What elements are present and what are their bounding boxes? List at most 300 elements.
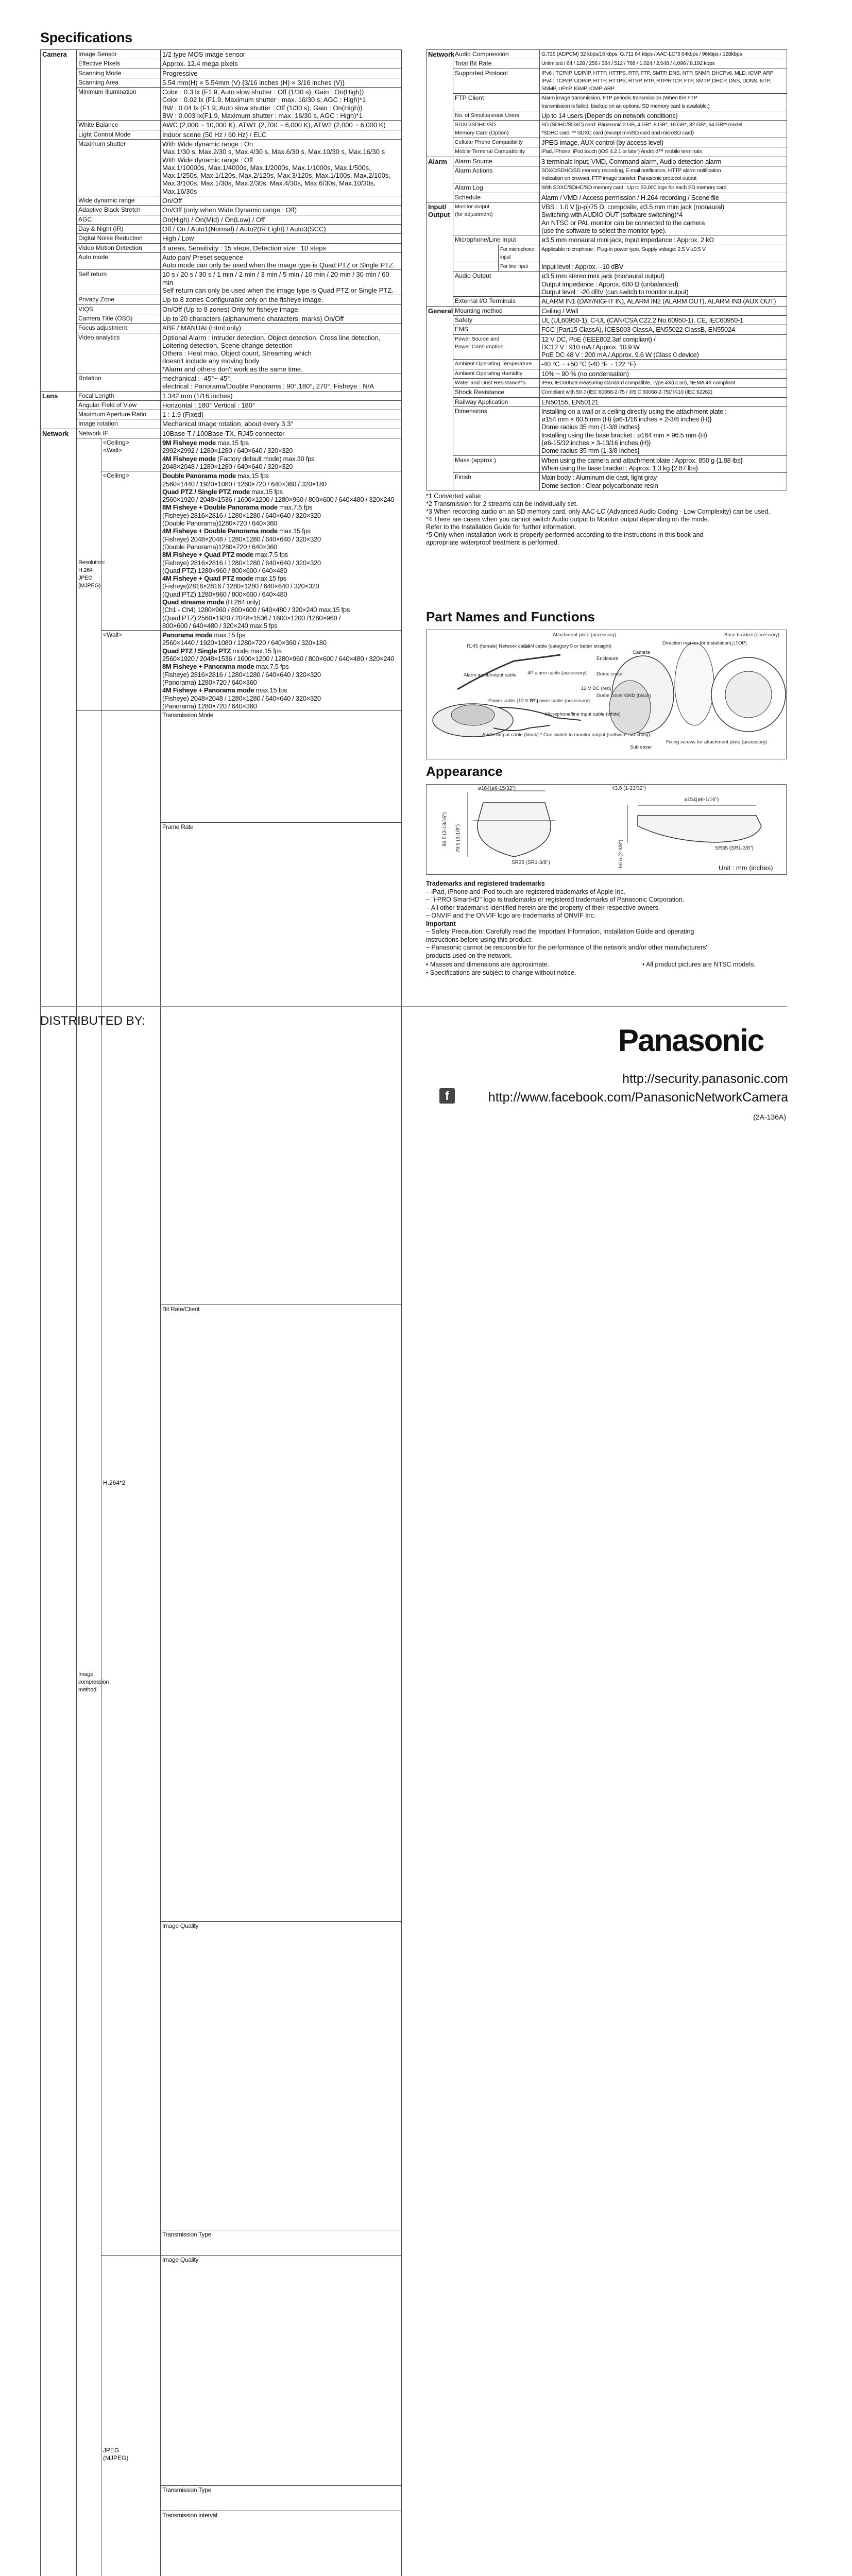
spec-value: AWC (2,000 ~ 10,000 K), ATW1 (2,700 ~ 6,000 K), ATW2 (2,000 ~ 6,000 K) xyxy=(161,121,402,130)
parts-figure xyxy=(426,630,787,759)
spec-value: ø3.5 mm monaural mini jack, Input impedance : Approx. 2 kΩ xyxy=(540,235,787,245)
part-label: LAN cable (category 5 or better straight) xyxy=(524,643,611,649)
spec-value: Main body : Aluminum die cast, light gray Dome section : Clear polycarbonate resin xyxy=(540,473,787,490)
jpeg-param-label: Transmission interval xyxy=(161,2511,402,2576)
spec-category xyxy=(41,224,77,233)
spec-label: Video analytics xyxy=(77,333,161,374)
spec-row xyxy=(41,374,402,391)
spec-sublabel: For microphone input xyxy=(499,245,540,262)
spec-value: JPEG image, AUX control (by access level) xyxy=(540,138,787,147)
spec-label: Wide dynamic range xyxy=(77,196,161,206)
spec-label: Mounting method xyxy=(453,306,540,315)
spec-category xyxy=(41,59,77,69)
spec-category xyxy=(427,166,453,183)
part-label: Enclosure xyxy=(597,656,619,662)
spec-category: General xyxy=(427,306,453,315)
spec-category xyxy=(41,410,77,419)
jpeg-label: JPEG (MJPEG) xyxy=(101,2256,161,2576)
spec-category xyxy=(427,111,453,121)
important-heading: Important xyxy=(426,920,456,927)
spec-value: 4 areas, Sensitivity : 15 steps, Detection size : 10 steps xyxy=(161,243,402,252)
spec-value: Applicable microphone : Plug-in power type, Supply voltage: 2.5 V ±0.5 V xyxy=(540,245,787,262)
spec-row xyxy=(41,69,402,78)
page-title: Specifications xyxy=(40,30,132,45)
spec-category xyxy=(41,631,77,711)
spec-row xyxy=(41,711,402,823)
spec-row xyxy=(427,334,787,360)
spec-label: Ambient Operating Temperature xyxy=(453,360,540,369)
spec-value: Approx. 12.4 mega pixels xyxy=(161,59,402,69)
spec-value: On/Off xyxy=(161,196,402,206)
spec-label: Mass (approx.) xyxy=(453,455,540,473)
spec-value: SD (SDHC/SDXC) card: Panasonic 2 GB, 4 GB*, 8 GB*, 16 GB*, 32 GB*, 64 GB** model *SDHC card, ** SDXC card (except miniSD card and microSD card) xyxy=(540,121,787,138)
spec-value: Horizontal : 180° Vertical : 180° xyxy=(161,400,402,410)
part-label: Microphone/line input cable (white) xyxy=(545,711,621,717)
spec-category xyxy=(41,78,77,87)
spec-category xyxy=(427,94,453,111)
left-spec-table xyxy=(40,49,402,2576)
spec-category xyxy=(41,1305,77,1921)
spec-value: 10% ~ 90 % (no condensation) xyxy=(540,369,787,378)
spec-value: 10 s / 20 s / 30 s / 1 min / 2 min / 3 min / 5 min / 10 min / 20 min / 30 min / 60 min Self return can only be used when the image type is Quad PTZ or Single PTZ. xyxy=(161,270,402,295)
spec-value: Off / On / Auto1(Normal) / Auto2(IR Light) / Auto3(SCC) xyxy=(161,224,402,233)
spec-value: ABF / MANUAL(Html only) xyxy=(161,324,402,333)
spec-row xyxy=(427,94,787,111)
spec-row xyxy=(427,235,787,245)
part-label: Base bracket (accessory) xyxy=(724,632,780,638)
h264-param-label: Frame Rate xyxy=(161,823,402,1305)
part-label: 2P power cable (accessory) xyxy=(530,698,590,704)
spec-category xyxy=(427,360,453,369)
part-label: Dome cover xyxy=(597,671,623,677)
spec-category xyxy=(41,215,77,224)
dome-cover-shape xyxy=(609,681,651,734)
right-spec-column xyxy=(426,49,787,547)
footnote: *1 Converted value xyxy=(426,492,481,500)
spec-row xyxy=(41,215,402,224)
spec-label: Alarm Actions xyxy=(453,166,540,183)
spec-row xyxy=(41,304,402,314)
spec-category xyxy=(427,388,453,397)
spec-row xyxy=(41,314,402,323)
spec-value: Indoor scene (50 Hz / 60 Hz) / ELC xyxy=(161,130,402,139)
spec-label: Supported Protocol xyxy=(453,69,540,94)
jpeg-param-label: Image Quality xyxy=(161,2256,402,2486)
spec-label: Microphone/Line Input xyxy=(453,235,540,245)
spec-value: High / Low xyxy=(161,234,402,243)
appearance-figure xyxy=(426,784,787,875)
spec-row xyxy=(427,50,787,59)
spec-row xyxy=(427,388,787,397)
spec-value: ALARM IN1 (DAY/NIGHT IN), ALARM IN2 (ALARM OUT), ALARM IN3 (AUX OUT) xyxy=(540,297,787,306)
spec-label: Effective Pixels xyxy=(77,59,161,69)
spec-row xyxy=(427,245,787,262)
spec-row xyxy=(41,130,402,139)
spec-row xyxy=(427,406,787,455)
spec-category xyxy=(41,295,77,304)
spec-label: Audio Compression xyxy=(453,50,540,59)
spec-row xyxy=(427,193,787,202)
spec-row xyxy=(41,206,402,215)
footnote: *2 Transmission for 2 streams can be individually set. xyxy=(426,500,578,507)
spec-category xyxy=(427,69,453,94)
spec-row xyxy=(41,139,402,196)
dimension-label: ø154(ø6-1/16") xyxy=(684,797,719,803)
spec-category xyxy=(427,378,453,387)
spec-sublabel: For line input xyxy=(499,262,540,272)
mount-label: <Wall> xyxy=(101,631,161,711)
dimension-label: SR35 (SR1-3/8") xyxy=(512,860,550,866)
spec-category xyxy=(41,2485,77,2511)
spec-row xyxy=(427,455,787,473)
spec-category xyxy=(41,130,77,139)
part-label: Power cable (12 V DC) xyxy=(488,698,539,704)
panasonic-logo: Panasonic xyxy=(618,1023,764,1058)
spec-row xyxy=(427,306,787,315)
spec-label: Angular Field of View xyxy=(77,400,161,410)
resolution-label: Resolution: H.264 JPEG (MJPEG) xyxy=(77,438,101,711)
h264-param-label: Bit Rate/Client xyxy=(161,1305,402,1921)
spec-category xyxy=(41,711,77,823)
spec-value: 10Base-T / 100Base-TX, RJ45 connector xyxy=(161,429,402,438)
spec-row xyxy=(427,147,787,157)
spec-category xyxy=(41,314,77,323)
spec-category xyxy=(41,823,77,1305)
spec-value: With Wide dynamic range : On Max.1/30 s, Max.2/30 s, Max.4/30 s, Max.6/30 s, Max.10/30 s, Max.16/30 s With Wide dynamic range : Off Max.1/10000s, Max.1/4000s, Max.1/2000s, Max.1/1000s, Max.1/500s, Max.1/250s, Max.1/120s, Max.2/120s, Max.3/120s, Max.1/100s, Max.2/100s, Max.3/100s, Max.1/30s, Max.2/30s, Max.4/30s, Max.6/30s, Max.10/30s, Max.16/30s xyxy=(161,139,402,196)
spec-value: iPad, iPhone, iPod touch (iOS 4.2.1 or later) Android™ mobile terminals xyxy=(540,147,787,157)
spec-value: 1.342 mm (1/16 inches) xyxy=(161,391,402,400)
part-label: Camera xyxy=(633,650,650,655)
h264-param-label: Image Quality xyxy=(161,1921,402,2230)
spec-label: Privacy Zone xyxy=(77,295,161,304)
resolution-value: Panorama mode max.15 fps 2560×1440 / 1920×1080 / 1280×720 / 640×360 / 320×180 Quad PTZ / Single PTZ mode max.15 fps 2560×1920 / 2048×1536 / 1600×1200 / 1280×960 / 800×600 / 640×480 / 320×240 8M Fisheye + Panorama mode max.7.5 fps (Fisheye) 2816×2816 / 1280×1280 / 640×640 / 320×320 (Panorama) 1280×720 / 640×360 4M Fisheye + Panorama mode max.15 fps (Fisheye) 2048×2048 / 1280×1280 / 640×640 / 320×320 (Panorama) 1280×720 / 640×360 xyxy=(161,631,402,711)
spec-category xyxy=(427,334,453,360)
spec-row xyxy=(41,121,402,130)
spec-category xyxy=(41,438,77,471)
part-label: Fixing screws for attachment plate (accessory) xyxy=(666,739,767,745)
spec-label: Focal Length xyxy=(77,391,161,400)
spec-row xyxy=(41,270,402,295)
spec-row xyxy=(41,391,402,400)
spec-category xyxy=(427,272,453,297)
part-label: Audio output cable (black) * Can switch to monitor output (software switching) xyxy=(482,732,650,738)
spec-row xyxy=(41,59,402,69)
trademark-item: – iPad, iPhone and iPod touch are registered trademarks of Apple Inc. xyxy=(426,888,626,895)
spec-label: Network IF xyxy=(77,429,161,438)
spec-row xyxy=(41,243,402,252)
footnote: *4 There are cases when you cannot switch Audio output to Monitor output depending on the mode. Refer to the Installation Guide for further information. xyxy=(426,515,710,531)
spec-row xyxy=(427,272,787,297)
spec-label: Safety xyxy=(453,315,540,325)
mount-label: <Ceiling> <Wall> xyxy=(101,438,161,471)
spec-category xyxy=(427,455,453,473)
spec-value: 1 : 1.9 (Fixed) xyxy=(161,410,402,419)
spec-category xyxy=(41,471,77,631)
spec-label: Alarm Source xyxy=(453,157,540,166)
dimension-label: 60.5 (2-3/8") xyxy=(618,839,624,868)
footnote: *3 When recording audio on an SD memory card, only AAC-LC (Advanced Audio Coding - Low Complexity) can be used. xyxy=(426,507,770,515)
spec-label: External I/O Terminals xyxy=(453,297,540,306)
spec-label: Image Sensor xyxy=(77,50,161,59)
spec-category xyxy=(427,245,453,262)
bullet-ntsc: • All product pictures are NTSC models. xyxy=(642,961,756,968)
compression-label: Image compression method xyxy=(77,711,101,2576)
spec-category: Camera xyxy=(41,50,77,59)
dimension-label: SR35 (SR1-3/8") xyxy=(715,845,754,851)
spec-label: Adaptive Black Stretch xyxy=(77,206,161,215)
spec-category xyxy=(427,262,453,272)
spec-row xyxy=(41,234,402,243)
spec-row xyxy=(41,324,402,333)
spec-category xyxy=(41,196,77,206)
side-view-shape xyxy=(638,816,761,842)
part-label: Direction marker for installation(△TOP) xyxy=(662,640,747,646)
spec-value: ø3.5 mm stereo mini jack (monaural output) Output impedance : Approx. 600 Ω (unbalanced) Output level : -20 dBV (can switch to monitor output) xyxy=(540,272,787,297)
appearance-title: Appearance xyxy=(426,764,503,779)
important-item: – Panasonic cannot be responsible for the performance of the network and/or other manufacturers' products used on the network. xyxy=(426,944,707,959)
spec-label: Light Control Mode xyxy=(77,130,161,139)
spec-value: Color : 0.3 lx (F1.9, Auto slow shutter : Off (1/30 s), Gain : On(High)) Color : 0.02 lx (F1.9, Maximum shutter : max. 16/30 s, AGC : High)*1 BW : 0.04 lx (F1.9, Auto slow shutter : Off (1/30 s), Gain : On(High)) BW : 0.003 lx(F1.9, Maximum shutter : max. 16/30 s, AGC : High)*1 xyxy=(161,88,402,121)
trademark-item: – ONVIF and the ONVIF logo are trademarks of ONVIF Inc. xyxy=(426,912,596,919)
spec-row xyxy=(41,50,402,59)
spec-category xyxy=(427,183,453,193)
spec-category: Network xyxy=(41,429,77,438)
spec-value: Auto pan/ Preset sequence Auto mode can only be used when the image type is Quad PTZ or Single PTZ. xyxy=(161,252,402,270)
spec-label: Maximum shutter xyxy=(77,139,161,196)
part-label: 4P alarm cable (accessory) xyxy=(527,670,587,676)
spec-value: Installing on a wall or a ceiling directly using the attachment plate : ø154 mm × 60.5 mm (H) {ø6-1/16 inches × 2-3/8 inches (H)} Dome radius 35 mm {1-3/8 inches} Installing using the base bracket : ø164 mm × 96.5 mm (H) {ø6-15/32 inches × 3-13/16 inches (H)} Dome radius 35 mm {1-3/8 inches} xyxy=(540,406,787,455)
spec-label: Monitor output (for adjustment) xyxy=(453,202,540,235)
trademark-item: – "i-PRO SmartHD" logo is trademarks or registered trademarks of Panasonic Corporation. xyxy=(426,896,685,903)
spec-category xyxy=(41,324,77,333)
spec-value: On/Off (Up to 8 zones) Only for fisheye image. xyxy=(161,304,402,314)
spec-value: Up to 14 users (Depends on network conditions) xyxy=(540,111,787,121)
mount-label: <Ceiling> xyxy=(101,471,161,631)
part-label: Attachment plate (accessory) xyxy=(553,632,617,638)
spec-category xyxy=(41,243,77,252)
spec-value: Compliant with 50 J (IEC 60068-2-75 / JIS C 60068-2-75)/ IK10 (IEC 62262) xyxy=(540,388,787,397)
spec-value: With SDXC/SDHC/SD memory card : Up to 50,000 logs for each SD memory card xyxy=(540,183,787,193)
distributed-by: DISTRIBUTED BY: xyxy=(40,1014,146,1028)
spec-value: On(High) / On(Mid) / On(Low) / Off xyxy=(161,215,402,224)
spec-row xyxy=(41,410,402,419)
trademarks-block xyxy=(426,880,787,977)
spec-value: 12 V DC, PoE (IEEE802.3af compliant) / DC12 V : 910 mA / Approx. 10.9 W PoE DC 48 V : 200 mA / Approx. 9.6 W (Class 0 device) xyxy=(540,334,787,360)
spec-row xyxy=(427,183,787,193)
spec-category xyxy=(427,325,453,334)
spec-row xyxy=(427,157,787,166)
spec-label: EMS xyxy=(453,325,540,334)
spec-category xyxy=(41,400,77,410)
spec-value: Input level : Approx. –10 dBV xyxy=(540,262,787,272)
spec-label: Scanning Mode xyxy=(77,69,161,78)
dimension-label: 96.5 (3-13/16") xyxy=(442,812,448,846)
spec-category xyxy=(427,235,453,245)
spec-category: Alarm xyxy=(427,157,453,166)
dimension-label: 79.5 (3-1/8") xyxy=(455,824,461,853)
spec-label: Finish xyxy=(453,473,540,490)
spec-row xyxy=(427,397,787,406)
spec-row xyxy=(41,88,402,121)
spec-row xyxy=(427,378,787,387)
spec-value: Mechanical Image rotation, about every 3.3° xyxy=(161,419,402,429)
spec-row xyxy=(427,111,787,121)
trademarks-heading: Trademarks and registered trademarks xyxy=(426,880,545,887)
spec-category xyxy=(41,270,77,295)
spec-category xyxy=(41,234,77,243)
spec-label: Total Bit Rate xyxy=(453,59,540,69)
jpeg-param-label: Transmission Type xyxy=(161,2485,402,2511)
spec-label: Shock Resistance xyxy=(453,388,540,397)
spec-label: Audio Output xyxy=(453,272,540,297)
spec-category xyxy=(427,121,453,138)
spec-row xyxy=(41,78,402,87)
spec-label: No. of Simultaneous Users xyxy=(453,111,540,121)
spec-label-blank xyxy=(453,245,499,262)
front-view-shape xyxy=(478,803,551,857)
base-bracket-inner-shape xyxy=(725,671,772,718)
spec-category xyxy=(41,121,77,130)
spec-label: Digital Noise Reduction xyxy=(77,234,161,243)
footer-divider xyxy=(40,1006,787,1007)
spec-value: 1/2 type MOS image sensor xyxy=(161,50,402,59)
spec-value: 5.54 mm(H) × 5.54mm (V) {3/16 inches (H) × 3/16 inches (V)} xyxy=(161,78,402,87)
spec-value: Ceiling / Wall xyxy=(540,306,787,315)
dimension-label: 43.5 (1-23/32") xyxy=(612,786,646,791)
spec-category xyxy=(427,406,453,455)
spec-label: Alarm Log xyxy=(453,183,540,193)
spec-value: Alarm / VMD / Access permission / H.264 recording / Scene file xyxy=(540,193,787,202)
spec-label: SDXC/SDHC/SD Memory Card (Option) xyxy=(453,121,540,138)
spec-value: IPv6 : TCP/IP, UDP/IP, HTTP, HTTPS, RTP, FTP, SMTP, DNS, NTP, SNMP, DHCPv6, MLD, ICMP, ARP IPv4 : TCP/IP, UDP/IP, HTTP, HTTPS, RTSP, RTP, RTP/RTCP, FTP, SMTP, DHCP, DNS, DDNS, NTP, SNMP, UPnP, IGMP, ICMP, ARP xyxy=(540,69,787,94)
spec-label: Auto mode xyxy=(77,252,161,270)
left-spec-column xyxy=(40,49,401,2576)
spec-category xyxy=(41,88,77,121)
spec-row xyxy=(41,400,402,410)
spec-category xyxy=(41,69,77,78)
spec-category xyxy=(427,59,453,69)
spec-row xyxy=(41,196,402,206)
spec-category xyxy=(427,397,453,406)
spec-category xyxy=(427,147,453,157)
dimension-label: ø164(ø6-15/32") xyxy=(478,786,516,791)
spec-label: Ambient Operating Humidity xyxy=(453,369,540,378)
spec-category xyxy=(427,297,453,306)
spec-value: EN50155, EN50121 xyxy=(540,397,787,406)
attachment-plate-shape xyxy=(675,643,714,725)
spec-row xyxy=(41,252,402,270)
spec-row xyxy=(427,121,787,138)
facebook-icon: f xyxy=(439,1088,455,1104)
spec-row xyxy=(427,297,787,306)
h264-param-label: Transmission Mode xyxy=(161,711,402,823)
important-item: – Safety Precaution: Carefully read the Important Information, Installation Guide and operating instructions before using this product. xyxy=(426,928,694,943)
resolution-value: 9M Fisheye mode max.15 fps 2992×2992 / 1280×1280 / 640×640 / 320×320 4M Fisheye mode (Factory default mode) max.30 fps 2048×2048 / 1280×1280 / 640×640 / 320×320 xyxy=(161,438,402,471)
parts-title: Part Names and Functions xyxy=(426,609,595,624)
spec-value: UL (UL60950-1), C-UL (CAN/CSA C22.2 No.60950-1), CE, IEC60950-1 xyxy=(540,315,787,325)
spec-value: Unlimited / 64 / 128 / 256 / 384 / 512 / 768 / 1,024 / 2,048 / 4,096 / 8,192 kbps xyxy=(540,59,787,69)
unit-label: Unit : mm (inches) xyxy=(719,864,773,872)
spec-label: Video Motion Detection xyxy=(77,243,161,252)
part-label: Alarm input/output cable xyxy=(464,672,517,678)
spec-label: VIQS xyxy=(77,304,161,314)
spec-value: G.726 (ADPCM) 32 kbps/16 kbps, G.711 64 kbps / AAC-LC*3 64kbps / 96kbps / 128kbps xyxy=(540,50,787,59)
spec-value: When using the camera and attachment plate : Approx. 850 g {1.88 lbs} When using the base bracket : Approx. 1.3 kg {2.87 lbs} xyxy=(540,455,787,473)
spec-row xyxy=(41,429,402,438)
spec-label: Power Source and Power Consumption xyxy=(453,334,540,360)
spec-value: FCC (Part15 ClassA), ICES003 ClassA, EN55022 ClassB, EN55024 xyxy=(540,325,787,334)
spec-category xyxy=(41,304,77,314)
spec-category xyxy=(41,2230,77,2256)
spec-category xyxy=(41,1921,77,2230)
spec-category xyxy=(427,193,453,202)
spec-label: Cellular Phone Compatibility xyxy=(453,138,540,147)
spec-row xyxy=(41,438,402,471)
spec-category xyxy=(41,333,77,374)
spec-row xyxy=(427,69,787,94)
right-spec-table xyxy=(426,49,787,490)
spec-row xyxy=(427,202,787,235)
spec-category xyxy=(41,2256,77,2486)
footnote: *5 Only when installation work is properly performed according to the instructions in this book and appropriate waterproof treatment is performed. xyxy=(426,531,704,546)
spec-category xyxy=(41,139,77,196)
h264-label: H.264*2 xyxy=(101,711,161,2256)
spec-category: Lens xyxy=(41,391,77,400)
spec-label-blank xyxy=(453,262,499,272)
spec-label: Rotation xyxy=(77,374,161,391)
dome-shape xyxy=(451,705,495,725)
spec-category: Input/ Output xyxy=(427,202,453,235)
trademark-item: – All other trademarks identified herein are the property of their respective owners. xyxy=(426,904,660,911)
spec-value: Progressive xyxy=(161,69,402,78)
spec-row xyxy=(427,473,787,490)
spec-category xyxy=(41,374,77,391)
spec-value: Optional Alarm : Intruder detection, Object detection, Cross line detection, Loitering detection, Scene change detection Others : Heat map, Object count, Streaming which doesn't include any moving body *Alarm and others don't work as the same time. xyxy=(161,333,402,374)
spec-value: Up to 8 zones Configurable only on the fisheye image. xyxy=(161,295,402,304)
spec-row xyxy=(427,262,787,272)
spec-value: Up to 20 characters (alphanumeric characters, marks) On/Off xyxy=(161,314,402,323)
spec-category xyxy=(41,206,77,215)
h264-param-label: Transmission Type xyxy=(161,2230,402,2256)
part-label: 12 V DC (red) xyxy=(581,686,611,691)
spec-row xyxy=(41,333,402,374)
spec-label: Dimensions xyxy=(453,406,540,455)
spec-label: Water and Dust Resistance*5 xyxy=(453,378,540,387)
spec-row xyxy=(427,138,787,147)
spec-label: Focus adjustment xyxy=(77,324,161,333)
spec-value: Alarm image transmission, FTP periodic transmission (When the FTP transmission is failed, backup on an optional SD memory card is available.) xyxy=(540,94,787,111)
spec-value: 3 terminals input, VMD, Command alarm, Audio detection alarm xyxy=(540,157,787,166)
spec-value: VBS : 1.0 V [p-p]/75 Ω, composite, ø3.5 mm mini jack (monaural) Switching with AUDIO OUT (software switching)*4 An NTSC or PAL monitor can be connected to the camera (use the software to select the monitor type). xyxy=(540,202,787,235)
facebook-url-link[interactable]: http://www.facebook.com/PanasonicNetworkCamera xyxy=(488,1090,788,1105)
spec-label: Railway Application xyxy=(453,397,540,406)
spec-label: Mobile Terminal Compatibility xyxy=(453,147,540,157)
spec-row xyxy=(427,166,787,183)
spec-category xyxy=(41,2511,77,2576)
spec-label: Image rotation xyxy=(77,419,161,429)
security-url-link[interactable]: http://security.panasonic.com xyxy=(622,1072,788,1086)
spec-category xyxy=(427,315,453,325)
spec-value: -40 °C ~ +50 °C (-40 °F ~ 122 °F) xyxy=(540,360,787,369)
spec-category: Network xyxy=(427,50,453,59)
spec-label: Minimum Illumination xyxy=(77,88,161,121)
part-label: Sub cover xyxy=(630,744,652,750)
appearance-diagram-svg xyxy=(427,785,786,874)
spec-row xyxy=(427,369,787,378)
spec-value: IP66, IEC60529 measuring standard compatible, Type 4X(UL50), NEMA 4X compliant xyxy=(540,378,787,387)
spec-category xyxy=(427,138,453,147)
spec-row xyxy=(427,325,787,334)
